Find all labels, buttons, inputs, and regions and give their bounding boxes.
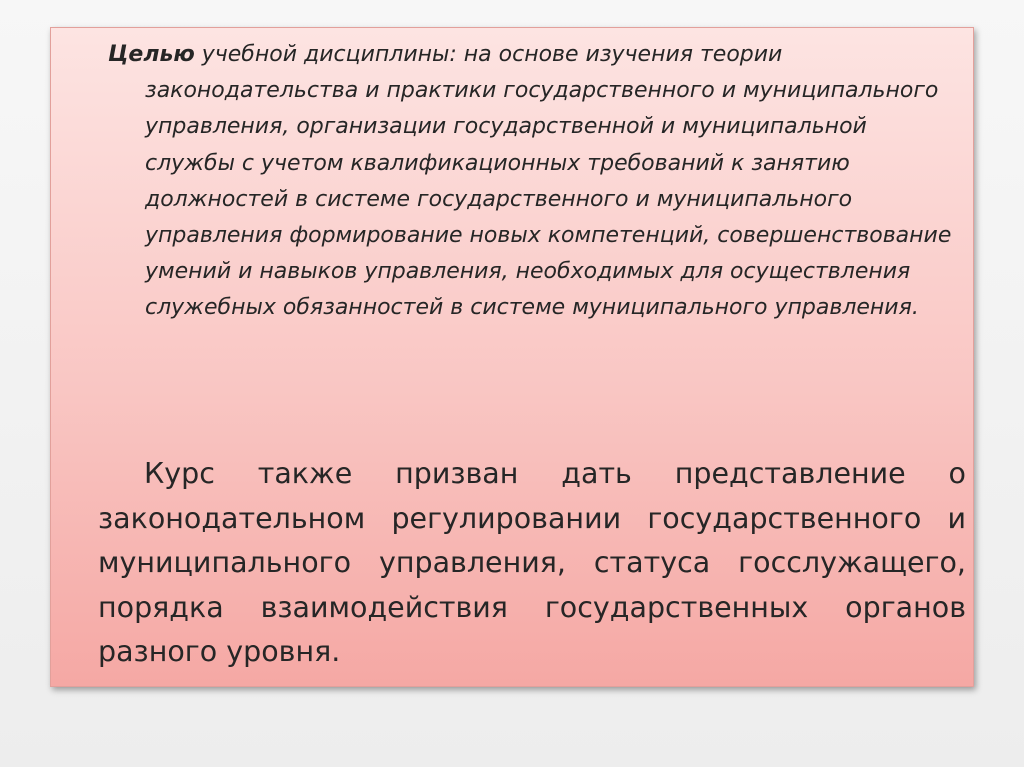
goal-text: учебной дисциплины: на основе изучения теории законодательства и практики государственного и муниципального управления, организации государственной и муниципальной службы с учетом квалификационных требований к занятию должностей в системе государственного и муниципального управления формирование новых компетенций, совершенствование умений и навыков управления, необходимых для осуществления служебных обязанностей в системе муниципального управления. <box>145 42 952 321</box>
goal-paragraph <box>97 37 957 327</box>
course-paragraph: Курс также призван дать представление о законодательном регулировании государственного и муниципального управления, статуса госслужащего, порядка взаимодействия государственных органов разного уровня. <box>98 457 966 668</box>
goal-lead-word: Целью <box>108 42 195 67</box>
